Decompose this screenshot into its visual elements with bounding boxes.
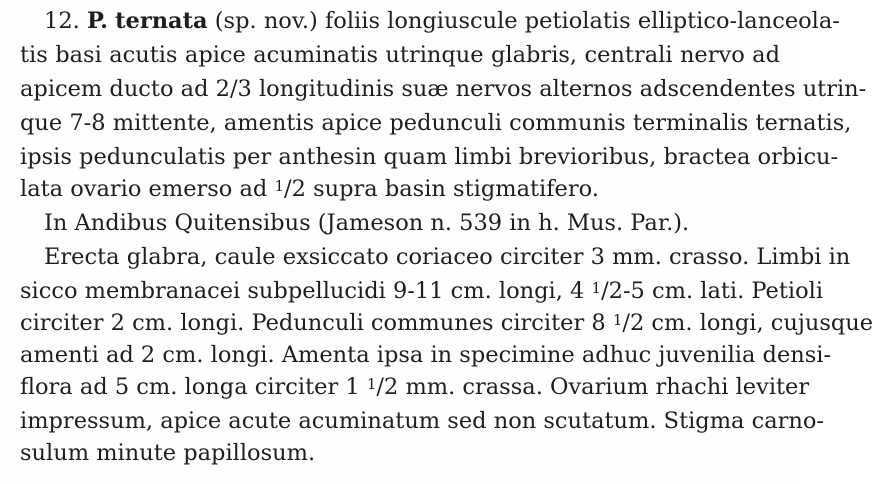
description-line-6: impressum, apice acute acuminatum sed non scutatum. Stigma carno- [20,408,825,434]
description-line-3 [20,306,873,340]
fraction-numerator: 1 [274,176,285,195]
entry-line-1 [44,4,840,38]
description-line-2 [20,274,824,308]
description-line-4: amenti ad 2 cm. longi. Amenta ipsa in specimine adhuc juvenilia densi- [20,342,832,368]
entry-line-6 [20,172,780,206]
entry-line-4: que 7-8 mittente, amentis apice pedunculi communis terminalis ternatis, [20,110,852,136]
entry-line-2: tis basi acutis apice acuminatis utrinque glabris, centrali nervo ad [20,42,780,68]
description-line-3-b: /2 cm. longi, cujusque [622,310,873,336]
locality-line: In Andibus Quitensibus (Jameson n. 539 in h. Mus. Par.). [44,210,690,236]
species-status: (sp. nov.) [214,8,318,34]
description-line-5-b: /2 mm. crassa. Ovarium rhachi leviter [376,374,810,400]
description-line-1: Erecta glabra, caule exsiccato coriaceo circiter 3 mm. crasso. Limbi in [44,244,851,270]
entry-line-5: ipsis pedunculatis per anthesin quam limbi brevioribus, bractea orbicu- [20,144,839,170]
entry-line-1-text: foliis longiuscule petiolatis elliptico-lanceola- [324,8,840,34]
description-line-5-a: flora ad 5 cm. longa circiter 1 [20,374,360,400]
species-epithet: ternata [115,8,208,34]
description-line-3-a: circiter 2 cm. longi. Pedunculi communes circiter 8 [20,310,606,336]
fraction-numerator: 1 [591,278,602,297]
description-line-5 [20,370,810,404]
fraction-numerator: 1 [366,374,377,393]
fraction-numerator: 1 [612,310,623,329]
description-line-2-a: sicco membranacei subpellucidi 9-11 cm. longi, 4 [20,278,585,304]
entry-number: 12. [44,8,80,34]
genus-abbrev: P. [86,8,108,34]
entry-line-6-b: /2 supra basin stigmatifero. [284,176,599,202]
entry-line-6-a: lata ovario emerso ad [20,176,268,202]
entry-line-3: apicem ducto ad 2/3 longitudinis suæ nervos alternos adscendentes utrin- [20,76,867,102]
description-line-7: sulum minute papillosum. [20,440,316,466]
description-line-2-b: /2-5 cm. lati. Petioli [601,278,824,304]
